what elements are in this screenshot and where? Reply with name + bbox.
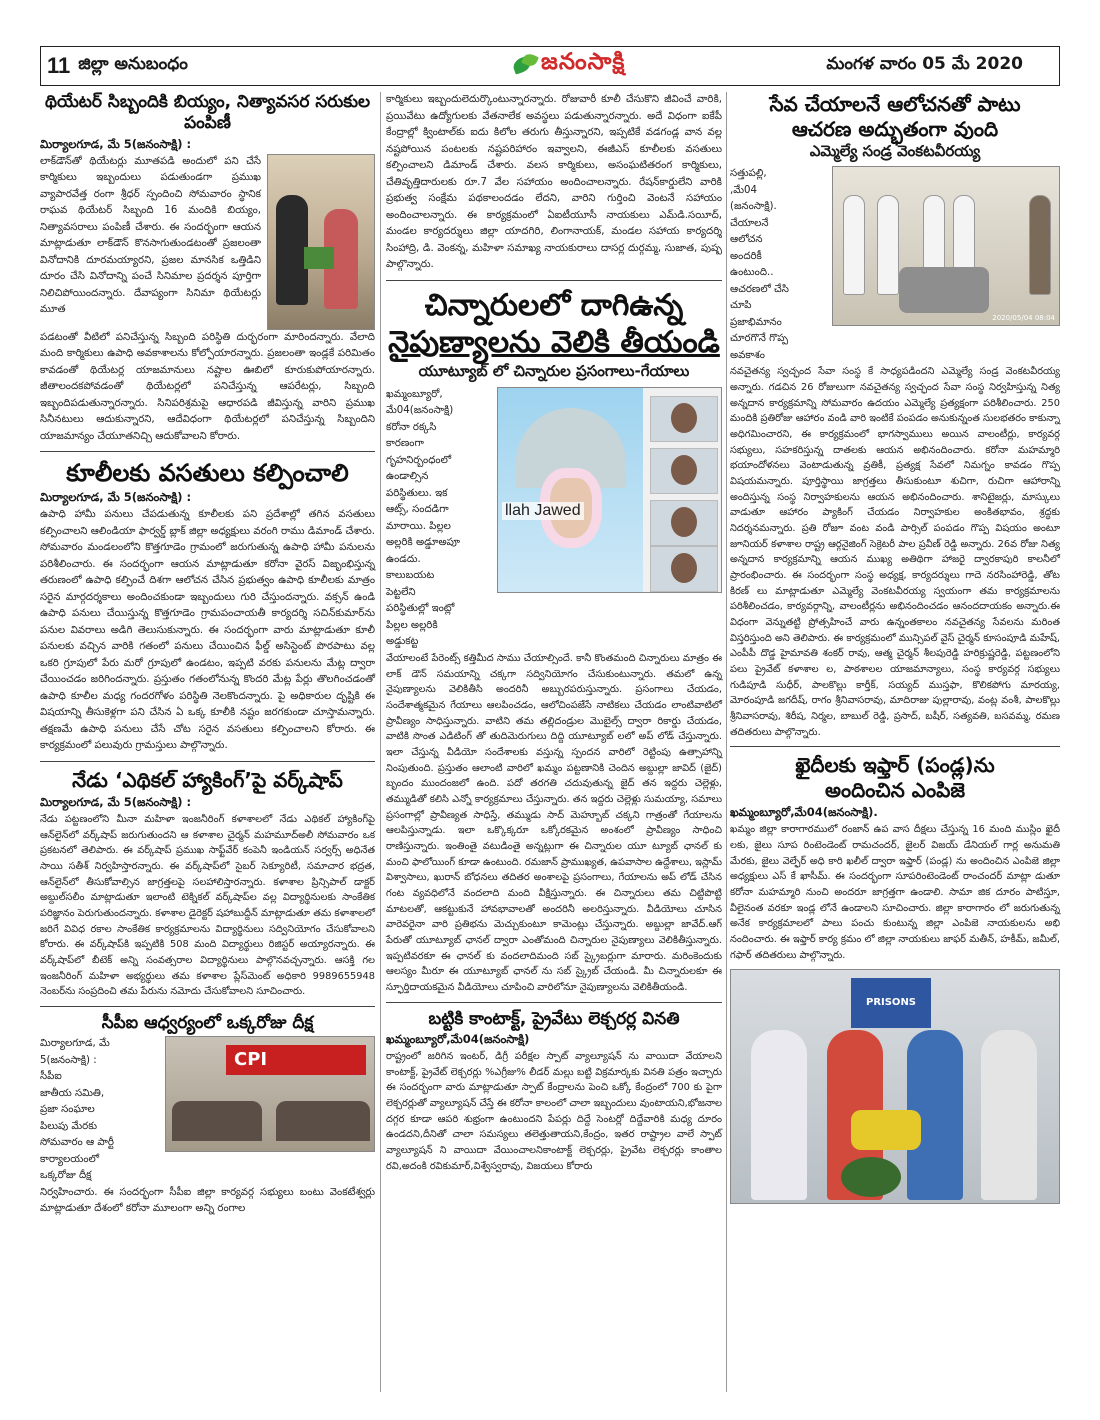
article-body: వేయాలంటే పేరెంట్స్ కత్తిమీద సాము చేయాల్సిందే. కానీ కొంతమంది చిన్నారులు మాత్రం ఈ లాక్ డౌన్ సమయాన్ని చక్కగా సద్వినియోగం చేసుకుంటున్నారు. తమలో ఉన్న నైపుణ్యాలను వెలికితీసి అందరినీ అబ్బురపరుస్తున్నారు. ప్రసంగాలు చేయడం, సందేశాత్మకమైన గేయాలు ఆలపించడం, ఆలోచింపజేసే నాటికలు చేయడం లాంటివాటిలో ప్రావీణ్యం సాధిస్తున్నారు. వాటిని తమ తల్లిదండ్రుల మొబైల్స్ ద్వారా రికార్డు చేయడం, వాటికి సొంత ఎడిటింగ్ తో తుదిమెరుగులు దిద్ది యూట్యూబ్ లలో అప్ లోడ్ చేస్తున్నారు. ఇలా చేస్తున్న వీడియో సందేశాలకు వస్తున్న స్పందన వారిలో రెట్టింపు ఉత్సాహాన్ని నింపుతుంది. ప్రస్తుతం ఆలాంటి వారిలో ఖమ్మం పట్టణానికి చెందిన అబ్దుల్లా జావిద్ (జైద్) బృందం ముందంజలో ఉంది. పదో తరగతి చదువుతున్న జైద్ తన ఇద్దరు చెల్లెళ్లు, తమ్ముడితో కలిసి ఎన్నో కార్యక్రమాలు చేస్తున్నారు. తన ఇద్దరు చెల్లెళ్లు సుమయ్యా, సమాలు ప్రసంగాల్లో ప్రావీణ్యత సాధిస్తే, తమ్ముడు సాద్ మెహ్బూబ్ చక్కని గాత్రంతో గేయాలను ఆలపిస్తున్నాడు. ఇలా ఒక్కొక్కరూ ఒక్కోరకమైన అంశంలో ప్రావీణ్యం సాధించి రాణిస్తున్నారు. ఇంతింతై వటుడింతై అన్నట్లుగా ఈ చిన్నారుల యూ ట్యూబ్ ఛానల్ కు మంచి ఫాలోయింగ్ కూడా ఉంటుంది. రమజాన్ ప్రాముఖ్యత, ఉపవాసాల ఉద్దేశాలు, ఇస్లామ్ విశ్వాసాలు, ఖురాన్ బోధనలు తదితర అంశాలపై ప్రసంగాలు, గేయాలను అప్ లోడ్ చేసిన గంట వ్యవధిలోనే వందలాది మంది వీక్షిస్తున్నారు. ఈ చిన్నారులు తమ చిట్టిపొట్టి మాటలతో, ఆకట్టుకునే హావభావాలతో అందరినీ అలరిస్తున్నారు. వీడియోలు చూసిన వారెవరైనా వారి ప్రతిభను మెచ్చుకుంటూ కామెంట్లు చేస్తున్నారు. అబ్దుల్లా జావేద్.ఆగ్ పేరుతో యూట్యూబ్ ఛానల్ ద్వారా ఎంతోమంది చిన్నారుల నైపుణ్యాలు వెలికితీస్తున్నారు. ఇప్పటివరకూ ఈ ఛానల్ కు వందలాదిమంది సబ్ స్క్రైబర్లుగా మారారు. మరింకెందుకు ఆలస్యం మీరూ ఈ యూట్యూబ్ ఛానల్ ను సబ్ స్క్రైబ్ చేయండి. మీ చిన్నారులకూ ఈ స్ఫూర్తిదాయకమైన వీడియోలు చూపించి వారిలోనూ నైపుణ్యాలను వెలికితీయండి. xyxy=(386,652,722,994)
column-1 xyxy=(40,92,375,1218)
article-iftar-prisoners xyxy=(730,753,1060,1204)
children-collage-photo xyxy=(497,387,722,593)
article-headline: కూలీలకు వసతులు కల్పించాలి xyxy=(66,459,349,488)
article-body: రాష్ట్రంలో జరిగిన ఇంటర్, డిగ్రీ పరీక్షల స్పాట్ వ్యాల్యూషన్ ను వాయిదా వేయాలని కాంటాక్ట్, ప్రైవేట్ లెక్చరర్లు %ఎగ్రీజు% లీడర్ మల్లు బట్టి విక్రమార్కకు వినతి పత్రం ఇచ్చారు ఈ సందర్భంగా వారు మాట్లాడుతూ స్పాట్ కేంద్రాలను పెంచి ఒక్కో కేంద్రంలో 700 కు పైగా లెక్చరర్లుతో వ్యాల్యూషన్ చేస్తే ఈ కరోనా కాలంలో చాలా ఇబ్బందులు వుంటాయని,భోజనాల దగ్గర కూడా ఆపరి శుభ్రంగా ఉంటుందని పేపర్లు దిద్దే సెంటర్లో దిద్దేవారికి మధ్య దూరం ఉండదని,దీనితో చాలా సమస్యలు తలెత్తుతాయని,కేంద్రం, ఇతర రాష్ట్రాల వాలే స్పాట్ వ్యాల్యూషన్ ని వాయిదా వేయించాలనికాంటాక్ట్ లెక్చరర్లు, ప్రైవేట లెక్చరర్లు కాంతాల రవి,అదంకి రవికుమార్,విశ్వేస్వరావు, విజయలు కోరారు xyxy=(386,1050,722,1172)
article-lead-lines: సత్తుపల్లి, ,మే04 (జనంసాక్షి). చేయాలనే ఆలోచన అందరికీ ఉంటుంది.. ఆచరణలో చేసి చూపి ప్రజాభిమానం చూరగొనే గొప్ప అవకాశం xyxy=(730,168,789,361)
article-dateline: మిర్యాలగూడ, మే 5(జనంసాక్షి) : xyxy=(40,794,192,809)
article-body-continued: పడటంతో వీటిలో పనిచేస్తున్న సిబ్బంది పరిస్థితి దుర్భరంగా మారిందన్నారు. వేలాది మంది కార్మికులు ఉపాధి అవకాశాలను కోల్పోయారన్నారు. ప్రజలంతా ఇండ్లకే పరిమితం కావడంతో థియేటర్ల యాజమానులు నష్టాల ఊబిలో కూరుకుపోయారన్నారు. జీతాలందకపోవడంతో థియేటర్లలో పనిచేస్తున్న ఆపరేటర్లు, సిబ్బంది ఇబ్బందిపడుతున్నారన్నారు. సినిపరిశ్రమపై ఆధారపడి జీవిస్తున్న వారిని ప్రముఖ సినీనటులు ఆదుకున్నారని, ఆదేవిధంగా థియేటర్లలో పనిచేస్తున్న సిబ్బందిని యాజమాన్యం చేయూతనిచ్చి ఆదుకోవాలని కోరారు. xyxy=(40,331,375,442)
page-number: 11 xyxy=(47,53,71,78)
article-headline-line2: అందించిన ఎంపిజె xyxy=(825,778,965,803)
theatre-distribution-photo xyxy=(267,154,375,330)
article-continuation: కార్మికులు ఇబ్బందులెదుర్కొంటున్నారన్నారు. రోజువారీ కూలీ చేసుకొని జీవించే వారికి, ప్రయివేటు ఉద్యోగులకు వేతనాలేక అవస్థలు పడుతున్నారన్నారు. అదే విధంగా ఐకేపీ కేంద్రాల్లో క్వింటాల్‌కు ఐదు కిలోల తరుగు తీస్తున్నారని, ఇప్పటికే వడగండ్ల వాన వల్ల నష్టపోయిన పంటలకు నష్టపరిహారం ఇవ్వాలని, ఈజీఎస్ కూలీలకు వసతులు కల్పించాలని డిమాండ్ చేశారు. వలస కార్మికులు, అసంఘటితరంగ కార్మికులు, చేతివృత్తిదారులకు రూ.7 వేల సహాయం అందించాలన్నారు. రేషన్‌కార్డులేని వారికి ప్రభుత్వ సంక్షేమ పథకాలందడం లేదని, వారిని గుర్తించి వెంటనే సహాయం అందించాలన్నారు. ఈ కార్యక్రమంలో ఏఐటీయూసీ నాయకులు ఎమ్‌డి.సయీద్, మండల కార్యదర్శులు జిల్లా యాదగిరి, లింగానాయక్, మండల సహాయ కార్యదర్శి సింహాద్రి, డి. వెంకన్న, మహిళా సమాఖ్య నాయకురాలు దాసర్ల దుర్గమ్మ, సుజాత, పుష్ప పాల్గొన్నారు. xyxy=(386,94,722,271)
article-headline: నేడు ‘ఎథికల్ హ్యాకింగ్‌’పై వర్క్‌షాప్ xyxy=(72,767,343,792)
article-ethical-hacking xyxy=(40,768,375,1000)
article-dateline: మిర్యాలగూడ, మే 5(జనంసాక్షి) : xyxy=(40,136,192,151)
article-dateline: ఖమ్మంబ్యూరో,మే04(జనంసాక్షి) xyxy=(386,1031,530,1046)
article-headline: థియేటర్ సిబ్బందికి బియ్యం, నిత్యావసర సరుకుల పంపిణీ xyxy=(44,92,371,134)
cpi-banner: CPI xyxy=(226,1045,366,1075)
article-headline: బట్టికి కాంటాక్ట్, ప్రైవేటు లెక్చరర్ల వినతి xyxy=(428,1008,680,1029)
mla-visit-photo xyxy=(832,166,1060,326)
newspaper-logo xyxy=(511,49,625,81)
article-headline: సేవ చేయాలనే ఆలోచనతో పాటు xyxy=(769,92,1021,116)
prisons-sign: PRISONS xyxy=(851,978,931,1028)
issue-date: మంగళ వారం 05 మే 2020 xyxy=(826,54,1023,74)
cpi-protest-photo xyxy=(165,1036,375,1152)
article-headline-line2: ఆచరణ అద్భుతంగా వుంది xyxy=(791,117,999,141)
column-2 xyxy=(386,92,722,1174)
article-headline: చిన్నారులలో దాగిఉన్న xyxy=(424,287,684,323)
column-divider xyxy=(726,92,727,1392)
column-divider xyxy=(380,92,381,1392)
article-labourers xyxy=(40,458,375,755)
article-body: ఉపాధి హామీ పనులు చేపడుతున్న కూలీలకు పని ప్రదేశాల్లో తగిన వసతులు కల్పించాలని ఆలిండియా ఫార్వర్డ్ బ్లాక్ జిల్లా అధ్యక్షులు వరంగి రాము డిమాండ్ చేశారు. సోమవారం మండలంలోని కొత్తగూడెం గ్రామంలో జరుగుతున్న ఉపాధి హామీ పనులను పరిశీలించారు. ఈ సందర్భంగా ఆయన మాట్లాడుతూ కరోనా వైరస్ విజృంభిస్తున్న తరుణంలో ఉపాధి కల్పించే దిశగా ఆలోచన చేసిన ప్రభుత్వం ఉపాధి కూలీలకు మాత్రం సరైన మార్గదర్శకాలు అందించకుండా ఇబ్బందులు గురి చేస్తుందన్నారు. వక్సన్ ఉండి ఉపాధి పనులు చేయిస్తున్న కొత్తగూడెం గ్రామపంచాయతీ కార్యదర్శి సచిన్‌కుమార్‌ను పనుల వివరాలు అడిగి తెలుసుకున్నారు. ఈ సందర్భంగా వారు మాట్లాడుతూ కూలీ పనులకు వచ్చిన వారికి గతంలో పనులు చేయించిన ఫీల్డ్ అసిస్టెంట్ పొరపాటు వల్ల ఒకరి గ్రూపులో పేరు మరో గ్రూపులో ఉండటం, ఇప్పటి వరకు పనులను మేట్ల ద్వారా చేయించడం జరిగిందన్నారు. ప్రస్తుతం గతంలోనున్న కొందరి మేట్ల పేర్లు తొలగించడంతో ఉపాధి కూలీల మధ్య గందరగోళం పరిస్థితి నెలకొందన్నారు. పై అధికారుల దృష్టికి ఈ విషయాన్ని తీసుకెళ్లగా పని చేసిన ఏ ఒక్క కూలీకి నష్టం జరగకుండా చూస్తామన్నారు. తక్షణమే ఉపాధి పనులు చేసే చోట సరైన వసతులు కల్పించాలని కోరారు. ఈ కార్యక్రమంలో పలువురు గ్రామస్తులు పాల్గొన్నారు. xyxy=(40,509,375,752)
article-headline: ఖైదీలకు ఇఫ్తార్ (పండ్ల)ను xyxy=(795,753,995,778)
article-headline-line2: నైపుణ్యాలను వెలికి తీయండి xyxy=(388,325,720,361)
article-lead-lines: మిర్యాలగూడ, మే 5(జనంసాక్షి) : సీపీఐ జాతీయ సమితి, ప్రజా సంఘాల పిలుపు మేరకు సోమవారం ఆ పార్టీ కార్యాలయంలో ఒక్కరోజు దీక్ష xyxy=(40,1038,114,1182)
article-body: నేడు పట్టణంలోని మీనా మహిళా ఇంజనీరింగ్ కళాశాలలో నేడు ఎథికల్ హ్యాకింగ్‌పై ఆన్‌లైన్‌లో వర్క్‌షాప్ జరుగుతుందని ఆ కళాశాల చైర్మన్ మహమూద్‌అలీ సోమవారం ఒక ప్రకటనలో తెలిపారు. ఈ వర్క్‌షాప్ ప్రముఖ సాఫ్ట్‌వేర్ కంపెనీ ఇండియన్ సర్వర్స్ అధినేత సాయి సతీశ్ నిర్వహిస్తారన్నారు. ఈ వర్క్‌షాప్‌లో సైబర్ సెక్యూరిటీ, సమాచార భద్రత, ఆన్‌లైన్‌లో తీసుకోవాల్సిన జాగ్రత్తలపై సలహాలిస్తారన్నారు. కళాశాల ప్రిన్సిపాల్ డాక్టర్ అబ్దుల్‌సలీం మాట్లాడుతూ ఇలాంటి టెక్నికల్ వర్క్‌షాప్‌ల వల్ల విద్యార్థినులకు సాంకేతిక పరిజ్ఞానం పెరుగుతుందన్నారు. కళాశాల డైరెక్టర్ షహాబుద్దీన్ మాట్లాడుతూ తమ కళాశాలలో జరిగే వివిధ రకాల సాంకేతిక కార్యక్రమాలను విద్యార్థినులు సద్వినియోగం చేసుకోవాలని కోరారు. ఈ వర్క్‌షాప్‌కి ఇప్పటికి 508 మంది విద్యార్థులు రిజిస్టర్ అయ్యారన్నారు. ఈ వర్క్‌షాప్‌లో బీటెక్ అన్ని సంవత్సరాల విద్యార్థినులు పాల్గొనవచ్చన్నారు. ఆసక్తి గల ఇంజనీరింగ్ మహిళా అభ్యర్థులు తమ కళాశాల ప్లేస్‌మెంట్ అధికారి 9989655948 నెంబర్‌ను సంప్రదించి తమ పేరును నమోదు చేసుకోవాలని సూచించారు. xyxy=(40,813,375,998)
masthead xyxy=(40,46,1060,86)
article-lecturers-petition xyxy=(386,1009,722,1175)
article-subheadline: యూట్యూబ్ లో చిన్నారుల ప్రసంగాలు-గేయాలు xyxy=(418,361,690,380)
article-cpi-protest xyxy=(40,1013,375,1218)
article-body: లాక్‌డౌన్‌తో థియేటర్లు మూతపడి అందులో పని చేసే కార్మికులు ఇబ్బందులు పడుతుండగా ప్రముఖ వ్యాపారవేత్త రంగా శ్రీధర్ స్పందించి సోమవారం స్థానిక రాఘవ థియేటర్ సిబ్బంది 16 మందికి బియ్యం, నిత్యావసరాలు పంపిణీ చేశారు. ఈ సందర్భంగా ఆయన మాట్లాడుతూ లాక్‌డౌన్ కొనసాగుతుండటంతో ప్రజలంతా వినోదానికి దూరమయ్యారని, ప్రజల మానసిక ఒత్తిడిని దూరం చేసి వినోదాన్ని పంచే సినిమాల ప్రదర్శన పూర్తిగా నిలిచిపోయిందన్నారు. దేవాప్యంగా సినిమా థియేటర్లు మూత xyxy=(40,155,261,316)
article-subheadline: ఎమ్మెల్యే సండ్ర వెంకటవీరయ్య xyxy=(809,142,981,160)
article-headline: సీపీఐ ఆధ్వర్యంలో ఒక్కరోజు దీక్ష xyxy=(101,1012,314,1033)
column-3 xyxy=(730,92,1060,1204)
article-lead-lines: ఖమ్మంబ్యూరో, మే04(జనంసాక్షి) కరోనా రక్కసి కారణంగా గృహనిర్బంధంలో ఉండాల్సిన పరిస్థితులు. ఇక ఆట్స్, సందడిగా మారాయి. పిల్లల అల్లరికి అడ్డూఅపూ ఉండదు. కాలుబయట పెట్టలేని పరిస్థితుల్లో ఇంట్లో పిల్లల అల్లరికి అడ్డుకట్ట xyxy=(386,388,460,648)
article-body: నిర్వహించారు. ఈ సందర్భంగా సీపీఐ జిల్లా కార్యవర్గ సభ్యులు బంటు వెంకటేశ్వర్లు మాట్లాడుతూ దేశంలో కరోనా మూలంగా అన్ని రంగాల xyxy=(40,1186,375,1215)
article-dateline: ఖమ్మంబ్యూరో,మే04(జనంసాక్షి). xyxy=(730,805,878,820)
section-name: జిల్లా అనుబంధం xyxy=(78,54,188,74)
article-children-talents xyxy=(386,287,722,996)
article-dateline: మిర్యాలగూడ, మే 5(జనంసాక్షి) : xyxy=(40,490,192,505)
article-mla-visit xyxy=(730,92,1060,740)
article-theatre-staff xyxy=(40,92,375,445)
photo-timestamp: 2020/05/04 08:04 xyxy=(992,314,1055,322)
photo-caption-name: llah Jawed xyxy=(502,502,584,520)
article-body: ఖమ్మం జిల్లా కారాగారములో రంజాన్ ఉప వాస దీక్షలు చేస్తున్న 16 మంది ముస్లిం ఖైదీ లకు, జైలు సూప రింటెండెంట్ రామచందర్, జైలర్ విజయ్ డేనియల్ గార్ల అనుమతి మేరకు, జైలు వెల్ఫేర్ అధి కారి ఖలీల్ ద్వారా ఇఫ్తార్ (పండ్ల) ను అందించిన ఎంపిజె జిల్లా అధ్యక్షులు ఎస్ కే ఖాసీమ్. ఈ సందర్భంగా సూపరింటెండెంట్ రాంచందర్ మాట్లా డుతూ కరోనా మహమ్మారి నుంచి అందరూ జాగ్రత్తగా ఉండాలి. సామా జిక దూరం పాటిస్తూ, వీలైనంత వరకూ ఇండ్ల లోనే ఉండాలని సూచించారు. జిల్లా కారాగారం లో జరుగుతున్న అనేక కార్యక్రమాలలో పాలు పంచు కుంటున్న జిల్లా ఎంపిజె నాయకులను అభి నందించారు. ఈ ఇఫ్తార్ కార్య క్రమం లో జిల్లా నాయకులు జాఫర్ మతీన్, హకీమ్, జమీల్, గఫార్ తదితరులు పాల్గొన్నారు. xyxy=(730,824,1060,961)
logo-text: జనంసాక్షి xyxy=(541,49,626,75)
article-body: నవచైతన్య స్వచ్ఛంద సేవా సంస్థ కే సాధ్యపడిందని ఎమ్మెల్యే సండ్ర వెంకటవీరయ్య అన్నారు. గడచిన 26 రోజులుగా నవచైతన్య స్వచ్ఛంద సేవా సంస్థ నిర్వహిస్తున్న నిత్య అన్నదాన కార్యక్రమాన్ని సోమవారం ఉదయం ఎమ్మెల్యే ప్రత్యక్షంగా పరిశీలించారు. 250 మందికి ప్రతిరోజు ఆహారం వండి వారి ఇంటికే పంపడం అనుకున్నంత సులభతరం కాకున్నా అధిగమించారని, ఈ కార్యక్రమంలో భాగస్వాములు అయిన వాలంటీర్లు, కార్యవర్గ సభ్యులు, సహకరిస్తున్న దాతలకు ఆయన అభినందించారు. కరోనా మహమ్మారి భయాందోళనలు వెంటాడుతున్న వ్రతికీ, ప్రత్యక్ష సేవలో నిమగ్నం కావడం గొప్ప విషయమన్నారు. పూర్తిస్థాయి జాగ్రత్తలు తీసుకుంటూ శుచిగా, రుచిగా ఆహారాన్ని అందిస్తున్న సంస్థ నిర్వాహకులను ఆయన అభినందించారు. శానిటైజర్లు, మాస్కులు వాడుతూ ఆహారం ప్యాకింగ్ చేయడం నిర్వాహకుల అంకితభావం, శ్రద్ధకు నిదర్శనమన్నారు. ప్రతి రోజూ వంట వండి పార్సిల్ పంపడం గొప్ప విషయం అంటూ జూనియర్ కళాశాల రాష్ట్ర ఆర్గనైజింగ్ సెక్రెటరీ పాల ప్రవీణ్ రెడ్డి అన్నారు. 26వ రోజు నిత్య అన్నదాన కార్యక్రమాన్ని ఆయన ముఖ్య అతిథిగా హాజరై ద్వారకాపురి కాలనీలో ప్రారంభించారు. ఈ సందర్భంగా సంస్థ అధ్యక్ష, కార్యదర్శులు గాదె నరసింహారెడ్డి, తోట కిరణ్ లు మాట్లాడుతూ ఎమ్మెల్యే వెంకటవీరయ్య స్వయంగా తమ కార్యక్రమాలను పరిశీలించడం, కార్యవర్గాన్ని, వాలంటీర్లను అభినందించడం ఆనందదాయకం అన్నారు.ఈ విధంగా వెన్నుతట్టి ప్రోత్సహించే వారు ఉన్నంతకాలం నవచైతన్య సేవలను మరింత విస్తరిస్తుంది అని తెలిపారు. ఈ కార్యక్రమంలో మున్సిపల్ వైస్ చైర్మన్ కూసంపూడి మహేష్, ఎంపీపీ దొడ్డ హైమావతి శంకర్ రావు, ఆత్మ చైర్మన్ శీలపురెడ్డి హరిక్రుష్ణరెడ్డి, పట్టణంలోని పలు ప్రైవేట్ కళాశాల ల, పాఠశాలల యాజమాన్యాలు, సంస్థ కార్యవర్గ సభ్యులు గుడిపూడి సుధీర్, పాలకొల్లు కార్తీక్, సయ్యద్ ముస్తఫా, కొలికపోగు మారయ్య, మోరంపూడి జగదీష్, రాగం శ్రీనివాసరావు, మాదిరాజు పుల్లారావు, వంట్ల వంశీ, పాలకొల్లు శ్రీనివాసరావు, శిరీష, నిర్మల, బాబుల్ రెడ్డి, ప్రసాద్, బషీర్, సత్యవతి, బసవమ్మ, రమణ తదితరులు పాల్గొన్నారు. xyxy=(730,366,1060,738)
iftar-distribution-photo xyxy=(730,969,1060,1204)
leaf-logo-icon xyxy=(511,52,541,78)
